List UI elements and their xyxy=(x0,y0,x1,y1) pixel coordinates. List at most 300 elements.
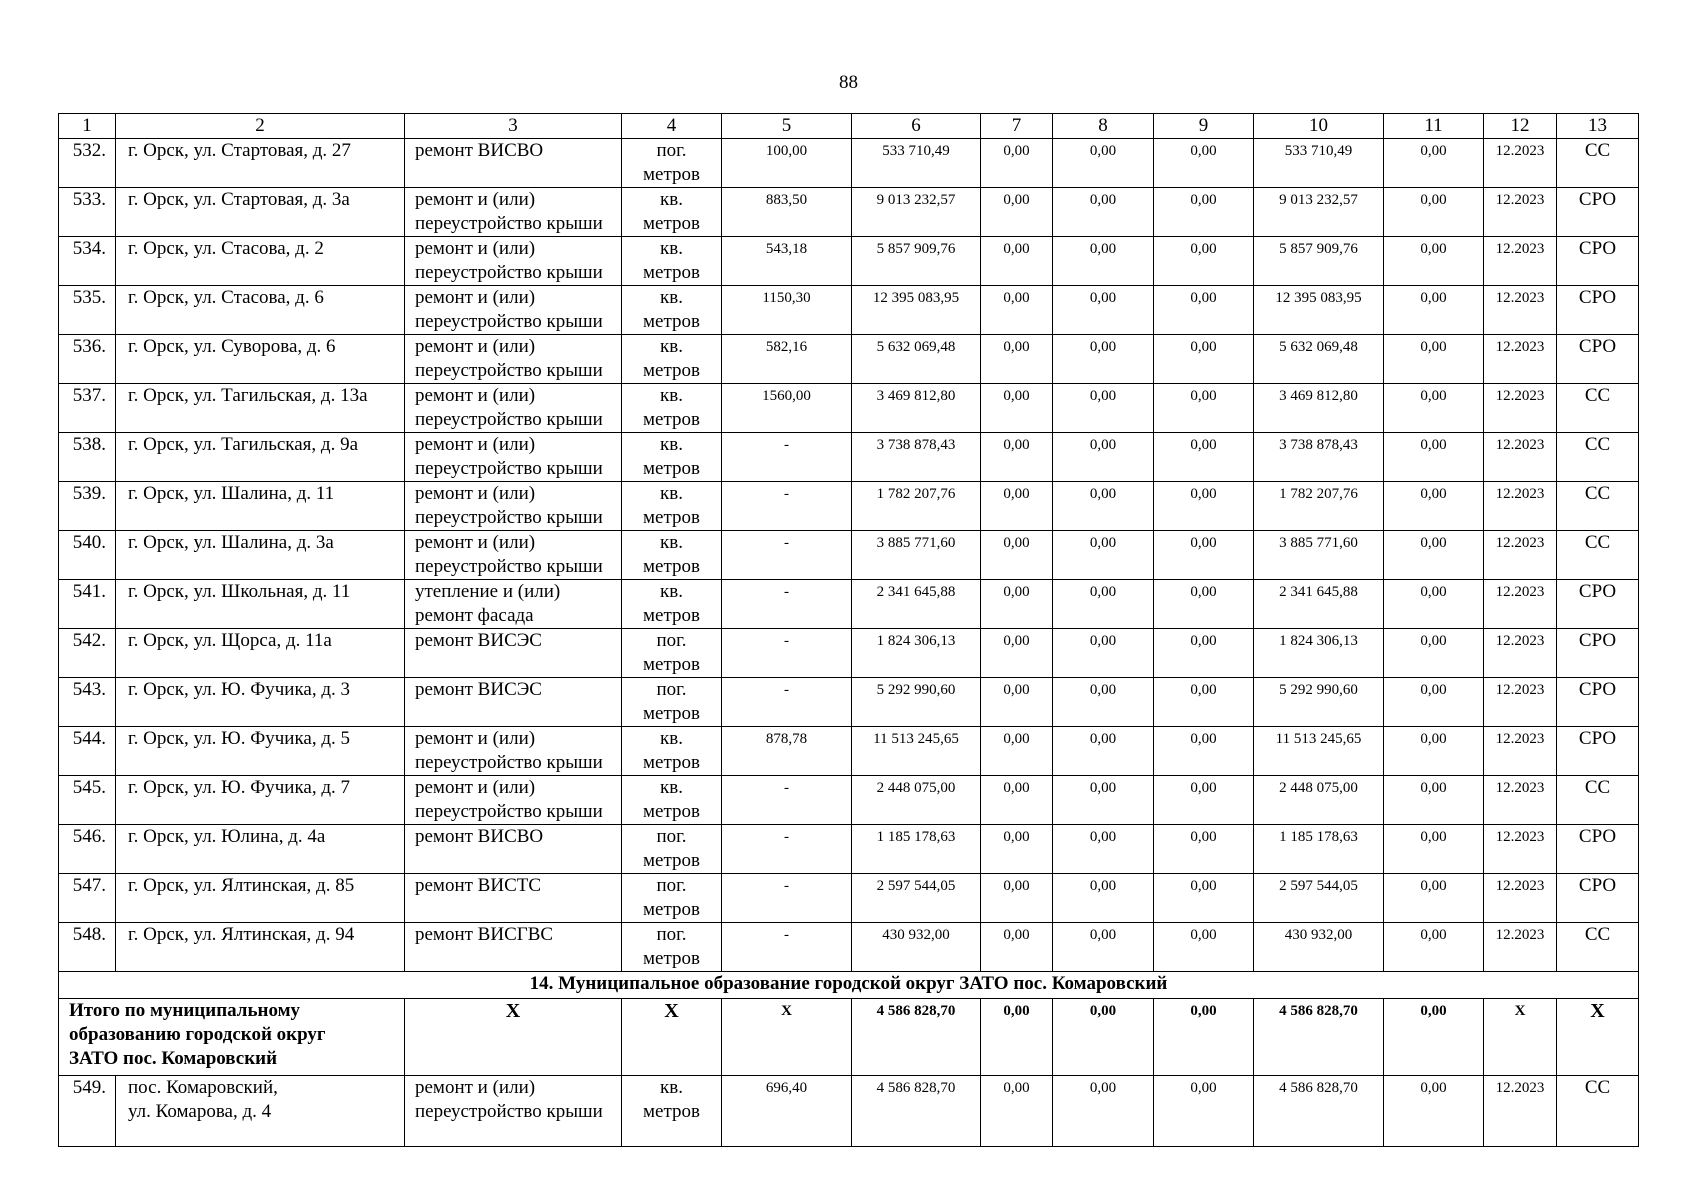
volume-cell: - xyxy=(722,776,852,825)
date-cell: 12.2023 xyxy=(1484,335,1557,384)
total-cell: X xyxy=(405,999,622,1076)
address-cell: г. Орск, ул. Щорса, д. 11а xyxy=(116,629,405,678)
value-cell: 0,00 xyxy=(1154,1076,1254,1147)
unit-cell xyxy=(622,580,722,629)
date-cell: 12.2023 xyxy=(1484,482,1557,531)
work-line: ремонт и (или) xyxy=(415,189,536,210)
unit-line: кв. xyxy=(660,336,683,357)
date-cell: 12.2023 xyxy=(1484,727,1557,776)
unit-line: метров xyxy=(643,311,700,332)
work-line: ремонт ВИСВО xyxy=(415,140,544,161)
work-cell xyxy=(405,384,622,433)
value-cell: 0,00 xyxy=(1384,776,1484,825)
value-cell: 0,00 xyxy=(981,874,1053,923)
unit-line: кв. xyxy=(660,483,683,504)
cost-cell: 4 586 828,70 xyxy=(1254,1076,1384,1147)
work-cell xyxy=(405,1076,622,1147)
unit-line: кв. xyxy=(660,532,683,553)
unit-line: метров xyxy=(643,507,700,528)
table-row xyxy=(59,237,1639,286)
cost-cell: 430 932,00 xyxy=(852,923,981,972)
method-cell: СС xyxy=(1557,776,1639,825)
work-cell xyxy=(405,286,622,335)
total-cell: X xyxy=(622,999,722,1076)
cost-cell: 9 013 232,57 xyxy=(852,188,981,237)
row-number: 541. xyxy=(59,580,116,629)
date-cell: 12.2023 xyxy=(1484,433,1557,482)
address-cell: г. Орск, ул. Стасова, д. 6 xyxy=(116,286,405,335)
value-cell: 0,00 xyxy=(1053,433,1154,482)
address-cell: г. Орск, ул. Шалина, д. 3а xyxy=(116,531,405,580)
cost-cell: 533 710,49 xyxy=(1254,139,1384,188)
value-cell: 0,00 xyxy=(1384,188,1484,237)
value-cell: 0,00 xyxy=(1384,139,1484,188)
work-cell xyxy=(405,531,622,580)
address-cell: г. Орск, ул. Тагильская, д. 13а xyxy=(116,384,405,433)
cost-cell: 1 185 178,63 xyxy=(852,825,981,874)
value-cell: 0,00 xyxy=(1384,874,1484,923)
cost-cell: 5 632 069,48 xyxy=(1254,335,1384,384)
work-line: переустройство крыши xyxy=(415,262,603,283)
unit-cell xyxy=(622,874,722,923)
unit-cell xyxy=(622,629,722,678)
table-row xyxy=(59,531,1639,580)
cost-cell: 12 395 083,95 xyxy=(1254,286,1384,335)
work-cell xyxy=(405,923,622,972)
work-cell xyxy=(405,874,622,923)
unit-cell xyxy=(622,678,722,727)
method-cell: СРО xyxy=(1557,335,1639,384)
row-number: 534. xyxy=(59,237,116,286)
total-label-line: ЗАТО пос. Комаровский xyxy=(69,1048,278,1069)
work-cell xyxy=(405,678,622,727)
unit-cell xyxy=(622,335,722,384)
table-body xyxy=(59,114,1639,972)
table-row xyxy=(59,335,1639,384)
cost-cell: 1 782 207,76 xyxy=(852,482,981,531)
work-cell xyxy=(405,727,622,776)
total-row xyxy=(59,999,1639,1076)
unit-line: метров xyxy=(643,1101,700,1122)
column-number: 8 xyxy=(1053,114,1154,139)
row-number: 543. xyxy=(59,678,116,727)
volume-cell: - xyxy=(722,482,852,531)
unit-line: кв. xyxy=(660,238,683,259)
section-row xyxy=(59,972,1639,999)
unit-line: метров xyxy=(643,752,700,773)
cost-cell: 1 824 306,13 xyxy=(852,629,981,678)
value-cell: 0,00 xyxy=(1154,678,1254,727)
cost-cell: 1 185 178,63 xyxy=(1254,825,1384,874)
cost-cell: 11 513 245,65 xyxy=(852,727,981,776)
work-cell xyxy=(405,433,622,482)
date-cell: 12.2023 xyxy=(1484,923,1557,972)
value-cell: 0,00 xyxy=(981,629,1053,678)
unit-line: метров xyxy=(643,262,700,283)
cost-cell: 430 932,00 xyxy=(1254,923,1384,972)
volume-cell: 696,40 xyxy=(722,1076,852,1147)
row-number: 532. xyxy=(59,139,116,188)
value-cell: 0,00 xyxy=(1384,531,1484,580)
value-cell: 0,00 xyxy=(1053,384,1154,433)
value-cell: 0,00 xyxy=(1053,727,1154,776)
date-cell: 12.2023 xyxy=(1484,1076,1557,1147)
table-row xyxy=(59,384,1639,433)
value-cell: 0,00 xyxy=(1384,629,1484,678)
work-cell xyxy=(405,482,622,531)
date-cell: 12.2023 xyxy=(1484,629,1557,678)
row-number: 536. xyxy=(59,335,116,384)
volume-cell: - xyxy=(722,678,852,727)
cost-cell: 2 448 075,00 xyxy=(852,776,981,825)
table-row xyxy=(59,286,1639,335)
cost-cell: 3 738 878,43 xyxy=(1254,433,1384,482)
row-number: 535. xyxy=(59,286,116,335)
work-line: переустройство крыши xyxy=(415,458,603,479)
value-cell: 0,00 xyxy=(1154,335,1254,384)
table-row xyxy=(59,139,1639,188)
cost-cell: 3 469 812,80 xyxy=(1254,384,1384,433)
address-cell: г. Орск, ул. Юлина, д. 4а xyxy=(116,825,405,874)
address-cell: г. Орск, ул. Стартовая, д. 3а xyxy=(116,188,405,237)
unit-line: кв. xyxy=(660,581,683,602)
column-number: 10 xyxy=(1254,114,1384,139)
volume-cell: - xyxy=(722,433,852,482)
cost-cell: 3 469 812,80 xyxy=(852,384,981,433)
value-cell: 0,00 xyxy=(1154,874,1254,923)
unit-cell xyxy=(622,923,722,972)
column-number: 1 xyxy=(59,114,116,139)
unit-line: пог. xyxy=(656,679,687,700)
row-number: 537. xyxy=(59,384,116,433)
method-cell: СС xyxy=(1557,923,1639,972)
address-line: пос. Комаровский, xyxy=(128,1077,278,1098)
value-cell: 0,00 xyxy=(1384,433,1484,482)
address-cell: г. Орск, ул. Стартовая, д. 27 xyxy=(116,139,405,188)
value-cell: 0,00 xyxy=(1384,482,1484,531)
table-row xyxy=(59,727,1639,776)
total-label xyxy=(59,999,405,1076)
row-number: 548. xyxy=(59,923,116,972)
work-line: ремонт и (или) xyxy=(415,385,536,406)
work-line: переустройство крыши xyxy=(415,507,603,528)
table-row xyxy=(59,188,1639,237)
column-number: 11 xyxy=(1384,114,1484,139)
unit-cell xyxy=(622,776,722,825)
register-table xyxy=(58,113,1639,1147)
value-cell: 0,00 xyxy=(1053,678,1154,727)
value-cell: 0,00 xyxy=(981,139,1053,188)
volume-cell: 543,18 xyxy=(722,237,852,286)
work-line: ремонт и (или) xyxy=(415,1077,536,1098)
volume-cell: - xyxy=(722,874,852,923)
unit-line: метров xyxy=(643,458,700,479)
method-cell: СС xyxy=(1557,384,1639,433)
address-line: ул. Комарова, д. 4 xyxy=(128,1101,272,1122)
total-cell: 4 586 828,70 xyxy=(1254,999,1384,1076)
volume-cell: - xyxy=(722,923,852,972)
address-cell: г. Орск, ул. Ялтинская, д. 85 xyxy=(116,874,405,923)
work-line: ремонт ВИСГВС xyxy=(415,924,554,945)
value-cell: 0,00 xyxy=(1053,629,1154,678)
total-cell: 0,00 xyxy=(1154,999,1254,1076)
volume-cell: - xyxy=(722,580,852,629)
column-number: 7 xyxy=(981,114,1053,139)
work-line: ремонт и (или) xyxy=(415,483,536,504)
row-number: 545. xyxy=(59,776,116,825)
value-cell: 0,00 xyxy=(1053,482,1154,531)
cost-cell: 5 292 990,60 xyxy=(852,678,981,727)
value-cell: 0,00 xyxy=(981,237,1053,286)
value-cell: 0,00 xyxy=(1154,629,1254,678)
work-line: утепление и (или) xyxy=(415,581,561,602)
total-label-line: Итого по муниципальному xyxy=(69,1000,301,1021)
address-cell: г. Орск, ул. Стасова, д. 2 xyxy=(116,237,405,286)
work-line: переустройство крыши xyxy=(415,556,603,577)
column-number: 3 xyxy=(405,114,622,139)
value-cell: 0,00 xyxy=(981,531,1053,580)
unit-line: метров xyxy=(643,654,700,675)
method-cell: СРО xyxy=(1557,237,1639,286)
total-cell: X xyxy=(1557,999,1639,1076)
value-cell: 0,00 xyxy=(1384,825,1484,874)
column-number-row xyxy=(59,114,1639,139)
address-cell: г. Орск, ул. Ю. Фучика, д. 5 xyxy=(116,727,405,776)
cost-cell: 5 292 990,60 xyxy=(1254,678,1384,727)
work-line: ремонт и (или) xyxy=(415,336,536,357)
value-cell: 0,00 xyxy=(1053,580,1154,629)
work-line: ремонт ВИСТС xyxy=(415,875,542,896)
column-number: 13 xyxy=(1557,114,1639,139)
value-cell: 0,00 xyxy=(1053,286,1154,335)
address-cell: г. Орск, ул. Суворова, д. 6 xyxy=(116,335,405,384)
row-number: 547. xyxy=(59,874,116,923)
value-cell: 0,00 xyxy=(1053,188,1154,237)
cost-cell: 1 782 207,76 xyxy=(1254,482,1384,531)
address-cell: г. Орск, ул. Ю. Фучика, д. 3 xyxy=(116,678,405,727)
unit-line: кв. xyxy=(660,434,683,455)
cost-cell: 4 586 828,70 xyxy=(852,1076,981,1147)
unit-line: пог. xyxy=(656,826,687,847)
cost-cell: 5 857 909,76 xyxy=(1254,237,1384,286)
unit-cell xyxy=(622,727,722,776)
row-number: 539. xyxy=(59,482,116,531)
date-cell: 12.2023 xyxy=(1484,188,1557,237)
method-cell: СРО xyxy=(1557,825,1639,874)
work-cell xyxy=(405,335,622,384)
total-cell: 4 586 828,70 xyxy=(852,999,981,1076)
table-row xyxy=(59,482,1639,531)
cost-cell: 2 597 544,05 xyxy=(852,874,981,923)
unit-line: кв. xyxy=(660,777,683,798)
unit-cell xyxy=(622,286,722,335)
value-cell: 0,00 xyxy=(1154,286,1254,335)
unit-line: метров xyxy=(643,213,700,234)
table-row xyxy=(59,580,1639,629)
unit-line: кв. xyxy=(660,287,683,308)
value-cell: 0,00 xyxy=(1154,482,1254,531)
volume-cell: - xyxy=(722,629,852,678)
value-cell: 0,00 xyxy=(1053,923,1154,972)
total-cell: X xyxy=(1484,999,1557,1076)
volume-cell: 1150,30 xyxy=(722,286,852,335)
work-line: ремонт и (или) xyxy=(415,728,536,749)
value-cell: 0,00 xyxy=(1053,776,1154,825)
work-cell xyxy=(405,825,622,874)
row-number: 549. xyxy=(59,1076,116,1147)
date-cell: 12.2023 xyxy=(1484,139,1557,188)
value-cell: 0,00 xyxy=(1384,335,1484,384)
cost-cell: 1 824 306,13 xyxy=(1254,629,1384,678)
unit-line: метров xyxy=(643,801,700,822)
address-cell: г. Орск, ул. Тагильская, д. 9а xyxy=(116,433,405,482)
value-cell: 0,00 xyxy=(1154,923,1254,972)
method-cell: СС xyxy=(1557,139,1639,188)
column-number: 2 xyxy=(116,114,405,139)
value-cell: 0,00 xyxy=(1384,384,1484,433)
unit-cell xyxy=(622,482,722,531)
method-cell: СС xyxy=(1557,482,1639,531)
work-line: ремонт ВИСЭС xyxy=(415,679,542,700)
volume-cell: - xyxy=(722,531,852,580)
column-number: 9 xyxy=(1154,114,1254,139)
column-number: 4 xyxy=(622,114,722,139)
value-cell: 0,00 xyxy=(981,433,1053,482)
method-cell: СРО xyxy=(1557,188,1639,237)
table-row xyxy=(59,433,1639,482)
value-cell: 0,00 xyxy=(981,482,1053,531)
table-row xyxy=(59,776,1639,825)
unit-line: пог. xyxy=(656,140,687,161)
cost-cell: 12 395 083,95 xyxy=(852,286,981,335)
row-number: 546. xyxy=(59,825,116,874)
work-line: переустройство крыши xyxy=(415,801,603,822)
value-cell: 0,00 xyxy=(1154,727,1254,776)
work-line: ремонт фасада xyxy=(415,605,534,626)
total-cell: 0,00 xyxy=(1384,999,1484,1076)
row-number: 533. xyxy=(59,188,116,237)
method-cell: СРО xyxy=(1557,874,1639,923)
cost-cell: 3 738 878,43 xyxy=(852,433,981,482)
unit-cell xyxy=(622,1076,722,1147)
value-cell: 0,00 xyxy=(1154,825,1254,874)
work-cell xyxy=(405,237,622,286)
unit-line: метров xyxy=(643,899,700,920)
work-cell xyxy=(405,629,622,678)
unit-line: кв. xyxy=(660,1077,683,1098)
cost-cell: 2 448 075,00 xyxy=(1254,776,1384,825)
volume-cell: - xyxy=(722,825,852,874)
row-number: 544. xyxy=(59,727,116,776)
cost-cell: 2 341 645,88 xyxy=(852,580,981,629)
value-cell: 0,00 xyxy=(981,188,1053,237)
work-line: переустройство крыши xyxy=(415,311,603,332)
unit-cell xyxy=(622,433,722,482)
value-cell: 0,00 xyxy=(981,286,1053,335)
total-label-line: образованию городской округ xyxy=(69,1024,326,1045)
date-cell: 12.2023 xyxy=(1484,237,1557,286)
value-cell: 0,00 xyxy=(1053,825,1154,874)
method-cell: СС xyxy=(1557,531,1639,580)
column-number: 12 xyxy=(1484,114,1557,139)
unit-line: кв. xyxy=(660,728,683,749)
address-cell: г. Орск, ул. Ю. Фучика, д. 7 xyxy=(116,776,405,825)
table-row xyxy=(59,923,1639,972)
value-cell: 0,00 xyxy=(1384,923,1484,972)
unit-line: метров xyxy=(643,409,700,430)
date-cell: 12.2023 xyxy=(1484,580,1557,629)
unit-cell xyxy=(622,188,722,237)
cost-cell: 2 597 544,05 xyxy=(1254,874,1384,923)
value-cell: 0,00 xyxy=(1053,139,1154,188)
method-cell: СС xyxy=(1557,1076,1639,1147)
value-cell: 0,00 xyxy=(1053,531,1154,580)
date-cell: 12.2023 xyxy=(1484,874,1557,923)
cost-cell: 3 885 771,60 xyxy=(1254,531,1384,580)
column-number: 5 xyxy=(722,114,852,139)
work-line: ремонт и (или) xyxy=(415,287,536,308)
value-cell: 0,00 xyxy=(981,384,1053,433)
table-row xyxy=(59,678,1639,727)
value-cell: 0,00 xyxy=(981,923,1053,972)
unit-line: метров xyxy=(643,360,700,381)
method-cell: СРО xyxy=(1557,629,1639,678)
address-cell: г. Орск, ул. Школьная, д. 11 xyxy=(116,580,405,629)
unit-line: кв. xyxy=(660,385,683,406)
work-line: ремонт и (или) xyxy=(415,434,536,455)
work-line: переустройство крыши xyxy=(415,213,603,234)
date-cell: 12.2023 xyxy=(1484,286,1557,335)
unit-line: пог. xyxy=(656,924,687,945)
date-cell: 12.2023 xyxy=(1484,825,1557,874)
value-cell: 0,00 xyxy=(1384,727,1484,776)
cost-cell: 11 513 245,65 xyxy=(1254,727,1384,776)
unit-line: пог. xyxy=(656,630,687,651)
work-line: ремонт и (или) xyxy=(415,238,536,259)
unit-line: кв. xyxy=(660,189,683,210)
work-line: переустройство крыши xyxy=(415,409,603,430)
unit-line: пог. xyxy=(656,875,687,896)
table-row xyxy=(59,874,1639,923)
unit-line: метров xyxy=(643,703,700,724)
table-row xyxy=(59,629,1639,678)
work-cell xyxy=(405,776,622,825)
value-cell: 0,00 xyxy=(1154,139,1254,188)
cost-cell: 2 341 645,88 xyxy=(1254,580,1384,629)
volume-cell: 582,16 xyxy=(722,335,852,384)
unit-cell xyxy=(622,384,722,433)
value-cell: 0,00 xyxy=(981,678,1053,727)
section-title: 14. Муниципальное образование городской округ ЗАТО пос. Комаровский xyxy=(59,972,1639,999)
volume-cell: 878,78 xyxy=(722,727,852,776)
unit-cell xyxy=(622,237,722,286)
row-number: 538. xyxy=(59,433,116,482)
value-cell: 0,00 xyxy=(1154,433,1254,482)
row-number: 540. xyxy=(59,531,116,580)
work-line: переустройство крыши xyxy=(415,360,603,381)
work-line: ремонт и (или) xyxy=(415,777,536,798)
unit-cell xyxy=(622,825,722,874)
date-cell: 12.2023 xyxy=(1484,384,1557,433)
value-cell: 0,00 xyxy=(1154,531,1254,580)
unit-cell xyxy=(622,531,722,580)
value-cell: 0,00 xyxy=(1154,580,1254,629)
value-cell: 0,00 xyxy=(1154,188,1254,237)
unit-cell xyxy=(622,139,722,188)
value-cell: 0,00 xyxy=(1053,237,1154,286)
work-cell xyxy=(405,139,622,188)
value-cell: 0,00 xyxy=(1384,237,1484,286)
